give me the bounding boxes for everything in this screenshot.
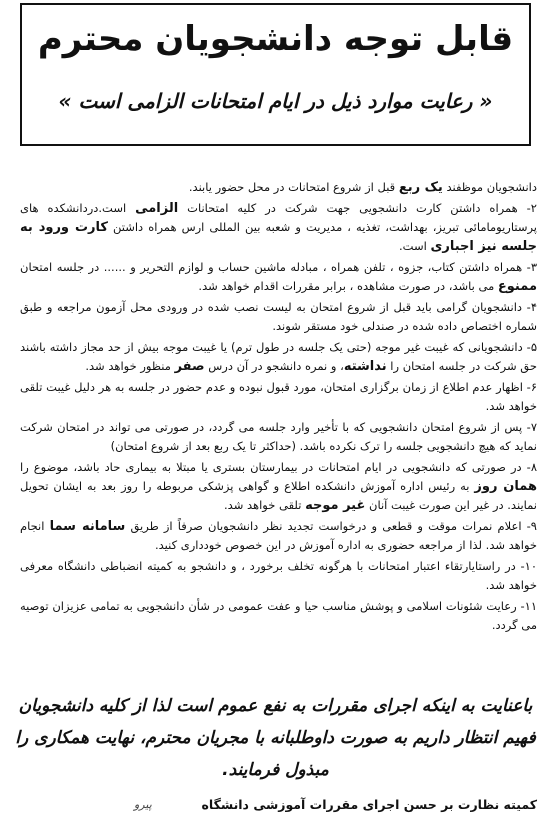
- footer-bar: [14, 792, 537, 816]
- rule-item: [20, 338, 537, 376]
- rule-text: است.دردانشکده های پرستاریومامائی تبریز، بهداشت، تغذیه ، مدیریت و شعبه بین المللی ارس همراه داشتن: [20, 201, 537, 234]
- rule-text: ، و نمره دانشجو در آن درس: [204, 359, 344, 373]
- rule-item: [20, 458, 537, 515]
- rule-text: ۳- همراه داشتن کتاب، جزوه ، تلفن همراه ، مبادله ماشین حساب و لوازم التحریر و ...... در جلسه امتحان: [20, 260, 537, 274]
- rule-item: [20, 597, 537, 635]
- rule-text: ۱۰- در راستایارتقاء اعتبار امتحانات با هرگونه تخلف برخورد ، و دانشجو به کمیته انضباطی دانشگاه معرفی خواهد شد.: [20, 559, 537, 592]
- rule-text: ۲- همراه داشتن کارت دانشجویی جهت شرکت در کلیه امتحانات: [178, 201, 537, 215]
- rule-text: ۹- اعلام نمرات موقت و قطعی و درخواست تجدید نظر دانشجویان صرفاً از طریق: [125, 519, 537, 533]
- rule-emphasis: صفر: [174, 359, 205, 374]
- committee-name: کمیته نظارت بر حسن اجرای مقررات آموزشی دانشگاه: [201, 796, 537, 812]
- rule-item: [20, 378, 537, 416]
- rule-text: قبل از شروع امتحانات در محل حضور یابند.: [188, 180, 399, 194]
- rule-item: [20, 557, 537, 595]
- rule-text: دانشجویان موظفند: [442, 180, 537, 194]
- rules-list: [20, 178, 537, 637]
- rule-text: می باشد، در صورت مشاهده ، برابر مقررات اقدام خواهد شد.: [198, 279, 498, 293]
- rule-text: است.: [399, 239, 431, 253]
- closing-note: باعنایت به اینکه اجرای مقررات به نفع عموم است لذا از کلیه دانشجویان فهیم انتظار داریم به صورت داوطلبانه با مجریان محترم، نهایت همکاری را مبذول فرمایند.: [15, 696, 536, 780]
- rule-item: [20, 258, 537, 296]
- rule-text: ۵- دانشجویانی که غیبت غیر موجه (حتی یک جلسه در طول ترم) یا غیبت موجه بیش از حد مجاز داشته باشند حق شرکت در جلسه امتحان را: [20, 340, 537, 373]
- rule-emphasis: همان روز: [474, 479, 538, 494]
- rule-emphasis: یک ربع: [398, 180, 443, 195]
- title-banner: [20, 3, 531, 146]
- rule-text: ۴- دانشجویان گرامی باید قبل از شروع امتحان به لیست نصب شده در ورودی محل آزمون مراجعه و طبق شماره اختصاص داده شده در صندلی خود مستقر شوند.: [20, 300, 537, 333]
- rule-text: تلقی خواهد شد.: [224, 498, 306, 512]
- rule-text: انجام خواهد شد. لذا از مراجعه حضوری به اداره آموزش در این خصوص خودداری کنید.: [20, 519, 537, 552]
- rule-emphasis: نداشته: [343, 359, 387, 374]
- rule-emphasis: غیر موجه: [305, 498, 366, 513]
- page-subtitle: « رعایت موارد ذیل در ایام امتحانات الزامی است »: [58, 89, 493, 113]
- page-title: قابل توجه دانشجویان محترم: [37, 19, 514, 59]
- rule-text: منظور خواهد شد.: [85, 359, 175, 373]
- rule-item: [20, 298, 537, 336]
- rule-item: [20, 199, 537, 256]
- rule-item: [20, 178, 537, 197]
- rule-text: به رئیس اداره آموزش دانشکده اطلاع و گواهی پزشکی مربوطه را روز بعد به ایشان تحویل نمایند. در غیر این صورت غیبت آنان: [20, 479, 537, 512]
- rule-emphasis: کارت ورود به جلسه نیز اجباری: [20, 220, 537, 254]
- rule-text: ۸- در صورتی که دانشجویی در ایام امتحانات در بیمارستان بستری یا مبتلا به بیماری حاد باشد، موضوع را: [20, 460, 537, 474]
- rule-emphasis: ممنوع: [497, 279, 537, 294]
- rule-text: ۶- اظهار عدم اطلاع از زمان برگزاری امتحان، مورد قبول نبوده و عدم حضور در جلسه به هر دلیل غیبت تلقی خواهد شد.: [20, 380, 537, 413]
- rule-emphasis: الزامی: [135, 201, 179, 216]
- rule-emphasis: سامانه سما: [49, 519, 126, 534]
- signature: پیرو: [134, 797, 152, 811]
- rule-text: ۱۱- رعایت شئونات اسلامی و پوشش مناسب حیا و عفت عمومی در شأن دانشجویی به تمامی عزیزان توصیه می گردد.: [20, 599, 537, 632]
- rule-item: [20, 517, 537, 555]
- rule-item: [20, 418, 537, 456]
- rule-text: ۷- پس از شروع امتحان دانشجویی که با تأخیر وارد جلسه می گردد، در صورتی می تواند در امتحان شرکت نماید که هیچ دانشجویی جلسه را ترک نکرده باشد. (حداکثر تا یک ربع بعد از شروع امتحان): [20, 420, 537, 453]
